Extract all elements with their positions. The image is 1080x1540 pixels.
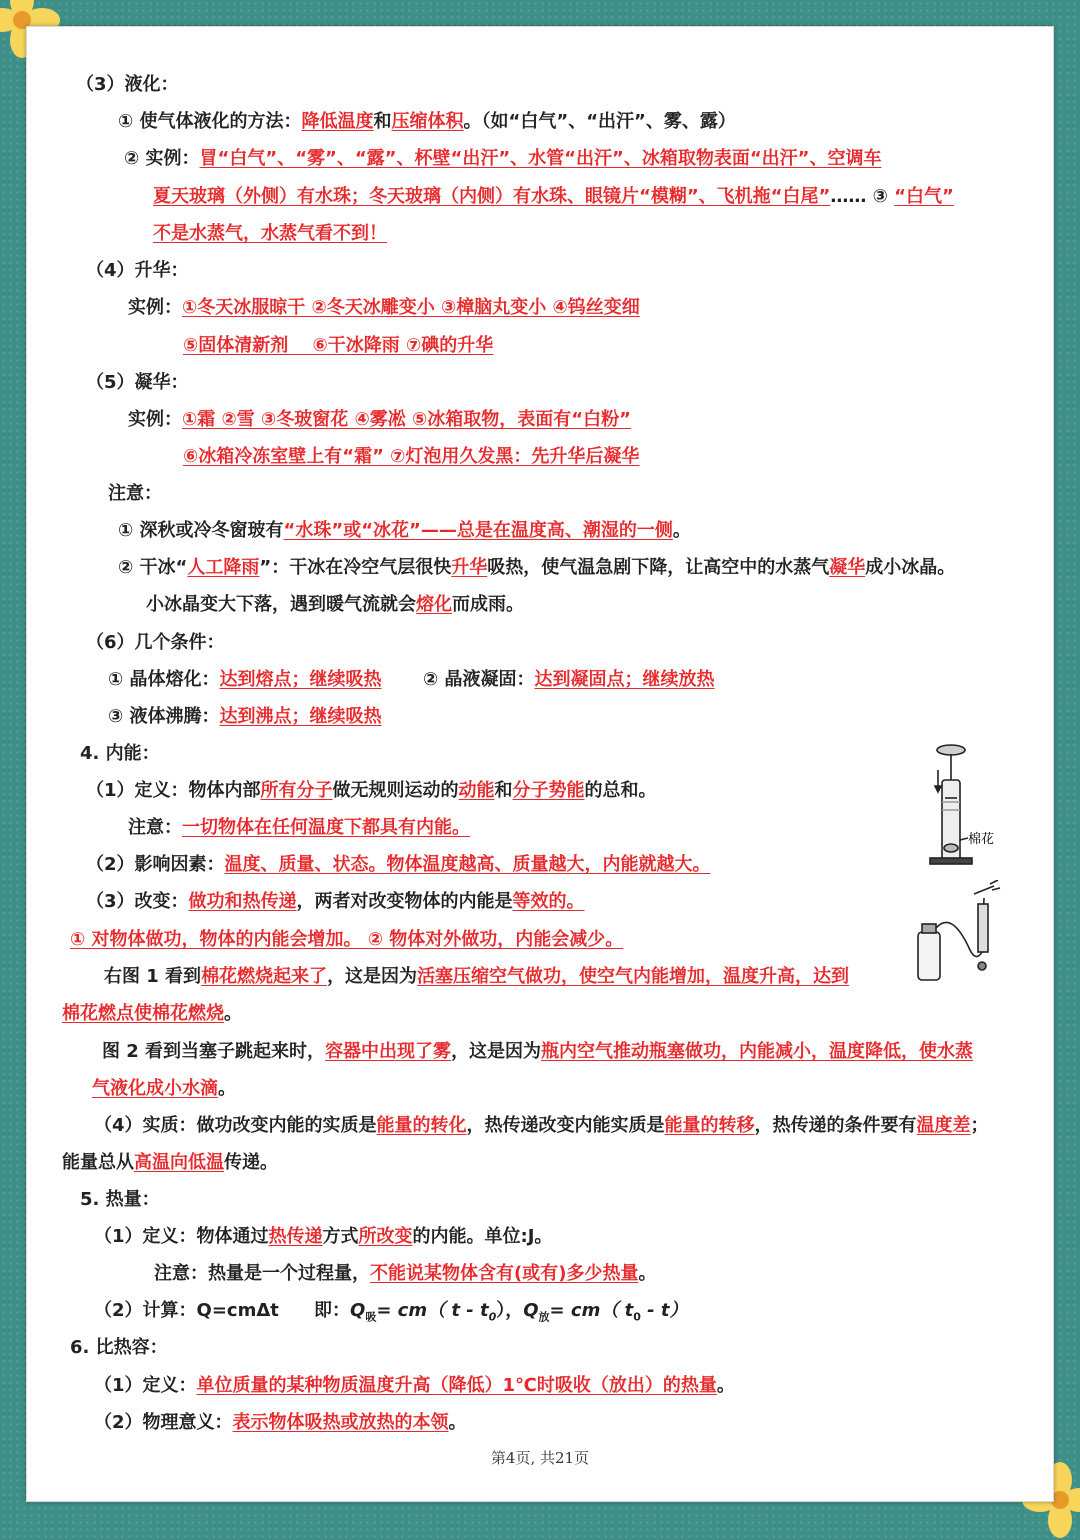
section-heading-internal-energy: 4. 内能： <box>80 743 160 764</box>
figure-1-explanation: 右图 1 看到棉花燃烧起来了，这是因为活塞压缩空气做功，使空气内能增加，温度升高，达到 <box>104 966 850 987</box>
heat-calculation: （2）计算：Q=cmΔt <box>94 1300 279 1321</box>
heat-note: 注意：热量是一个过程量，不能说某物体含有(或有)多少热量。 <box>154 1263 657 1284</box>
condition-crystal-solidifying: ② 晶液凝固：达到凝固点；继续放热 <box>423 669 715 690</box>
specific-heat-definition: （1）定义：单位质量的某种物质温度升高（降低）1℃时吸收（放出）的热量。 <box>94 1375 735 1396</box>
deposition-examples-line2: ⑥冰箱冷冻室壁上有“霜” ⑦灯泡用久发黑：先升华后凝华 <box>183 446 640 467</box>
figure-1-compression-cylinder <box>918 740 1008 870</box>
figure-1-explanation-continued: 棉花燃点使棉花燃烧。 <box>62 1003 242 1024</box>
liquefaction-examples-line2: 夏天玻璃（外侧）有水珠；冬天玻璃（内侧）有水珠、眼镜片“模糊”、飞机拖“白尾”…… ③ “白气” <box>153 186 954 207</box>
section-heading-sublimation: （4）升华： <box>86 260 189 281</box>
cotton-label: 棉花 <box>968 832 995 847</box>
section-heading-deposition: （5）凝华： <box>86 372 189 393</box>
internal-energy-work: ① 对物体做功，物体的内能会增加。 ② 物体对外做功，内能会减少。 <box>70 929 624 950</box>
deposition-examples-line1: 实例：①霜 ②雪 ③冬玻窗花 ④雾凇 ⑤冰箱取物，表面有“白粉” <box>128 409 631 430</box>
sublimation-examples-line2: ⑤固体清新剂 ⑥干冰降雨 ⑦碘的升华 <box>183 335 494 356</box>
condition-liquid-boiling: ③ 液体沸腾：达到沸点；继续吸热 <box>108 706 382 727</box>
section-heading-conditions: （6）几个条件： <box>86 632 225 653</box>
note-2: ② 干冰“人工降雨”：干冰在冷空气层很快升华吸热，使气温急剧下降，让高空中的水蒸气凝华成小冰晶。 <box>118 557 956 578</box>
figure-2-explanation: 图 2 看到当塞子跳起来时，容器中出现了雾，这是因为瓶内空气推动瓶塞做功，内能减小，温度降低，使水蒸 <box>102 1041 974 1062</box>
note-2-continued: 小冰晶变大下落，遇到暖气流就会熔化而成雨。 <box>146 594 524 615</box>
section-heading-specific-heat: 6. 比热容： <box>70 1337 168 1358</box>
sublimation-examples-line1: 实例：①冬天冰服晾干 ②冬天冰雕变小 ③樟脑丸变小 ④钨丝变细 <box>128 297 640 318</box>
figure-2-explanation-continued: 气液化成小水滴。 <box>92 1078 236 1099</box>
liquefaction-examples-line1: ② 实例：冒“白气”、“雾”、“露”、杯壁“出汗”、水管“出汗”、冰箱取物表面“出汗”、空调车 <box>124 148 882 169</box>
notes-heading: 注意： <box>108 483 162 504</box>
internal-energy-definition: （1）定义：物体内部所有分子做无规则运动的动能和分子势能的总和。 <box>86 780 657 801</box>
internal-energy-note: 注意：一切物体在任何温度下都具有内能。 <box>128 817 470 838</box>
page-footer: 第4页, 共21页 <box>490 1449 590 1467</box>
specific-heat-meaning: （2）物理意义：表示物体吸热或放热的本领。 <box>94 1412 467 1433</box>
heat-definition: （1）定义：物体通过热传递方式所改变的内能。单位:J。 <box>94 1226 553 1247</box>
internal-energy-essence: （4）实质：做功改变内能的实质是能量的转化，热传递改变内能实质是能量的转移，热传递的条件要有温度差； <box>94 1115 989 1136</box>
liquefaction-examples-line3: 不是水蒸气，水蒸气看不到！ <box>153 223 387 244</box>
internal-energy-factors: （2）影响因素：温度、质量、状态。物体温度越高、质量越大，内能就越大。 <box>86 854 711 875</box>
note-1: ① 深秋或冷冬窗玻有“水珠”或“冰花”——总是在温度高、潮湿的一侧。 <box>118 520 691 541</box>
internal-energy-essence-continued: 能量总从高温向低温传递。 <box>62 1152 278 1173</box>
internal-energy-change: （3）改变：做功和热传递，两者对改变物体的内能是等效的。 <box>86 891 585 912</box>
figure-2-bottle-pump <box>912 880 1012 985</box>
heat-formula: 即：$Q_吸= cm$（ t - $t_0$），$Q_放= cm$（ $t_0 - t$） <box>314 1300 688 1324</box>
liquefaction-method: ① 使气体液化的方法：降低温度和压缩体积。（如“白气”、“出汗”、雾、露） <box>118 111 736 132</box>
section-heading-heat: 5. 热量： <box>80 1189 160 1210</box>
condition-crystal-melting: ① 晶体熔化：达到熔点；继续吸热 <box>108 669 382 690</box>
section-heading-liquefaction: （3）液化： <box>76 74 179 95</box>
